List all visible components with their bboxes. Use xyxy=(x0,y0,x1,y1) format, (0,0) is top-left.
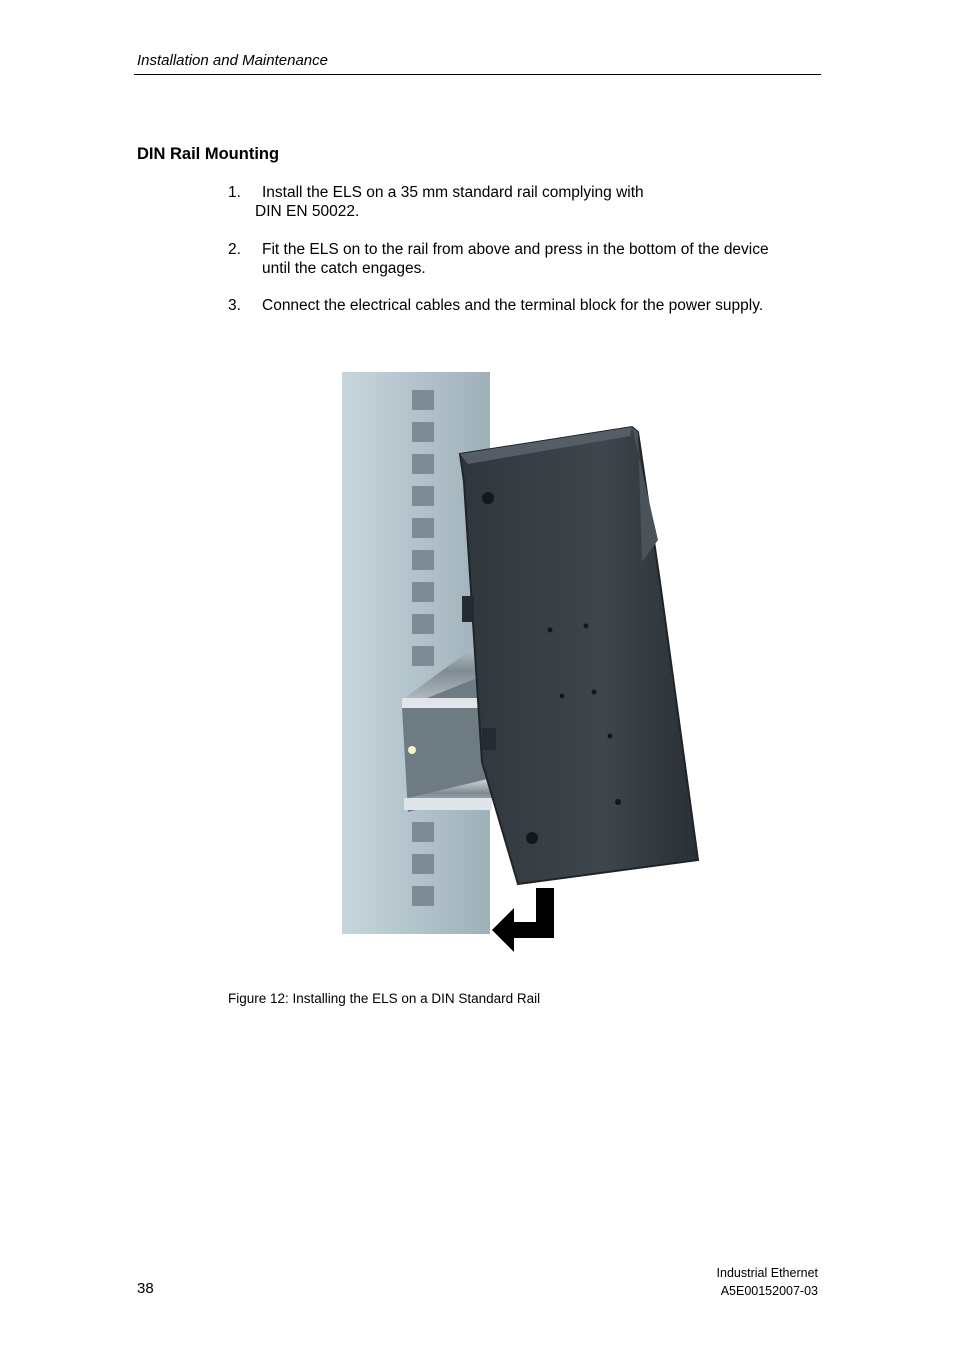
din-rail-mounting-photo xyxy=(342,372,702,954)
figure-caption: Figure 12: Installing the ELS on a DIN Standard Rail xyxy=(228,991,541,1006)
step-text-line1: Connect the electrical cables and the terminal block for the power supply. xyxy=(262,297,764,314)
step-number: 1. xyxy=(228,184,241,201)
footer-product: Industrial Ethernet xyxy=(716,1266,818,1280)
footer-doc-id: A5E00152007-03 xyxy=(720,1284,818,1298)
page-number: 38 xyxy=(137,1280,154,1297)
section-title: DIN Rail Mounting xyxy=(137,145,280,163)
step-text-line2: DIN EN 50022. xyxy=(255,203,360,220)
step-number: 3. xyxy=(228,297,241,314)
press-direction-arrow-icon xyxy=(492,888,554,952)
step-text-line2: until the catch engages. xyxy=(262,260,426,277)
panel-slots xyxy=(412,390,434,906)
step-text-line1: Install the ELS on a 35 mm standard rail complying with xyxy=(262,184,644,201)
step-text-line1: Fit the ELS on to the rail from above and press in the bottom of the device xyxy=(262,241,769,258)
els-device xyxy=(460,427,698,884)
footer-doc-info xyxy=(717,1264,818,1300)
step-number: 2. xyxy=(228,241,241,258)
header-rule xyxy=(134,74,821,75)
running-header: Installation and Maintenance xyxy=(137,52,328,69)
